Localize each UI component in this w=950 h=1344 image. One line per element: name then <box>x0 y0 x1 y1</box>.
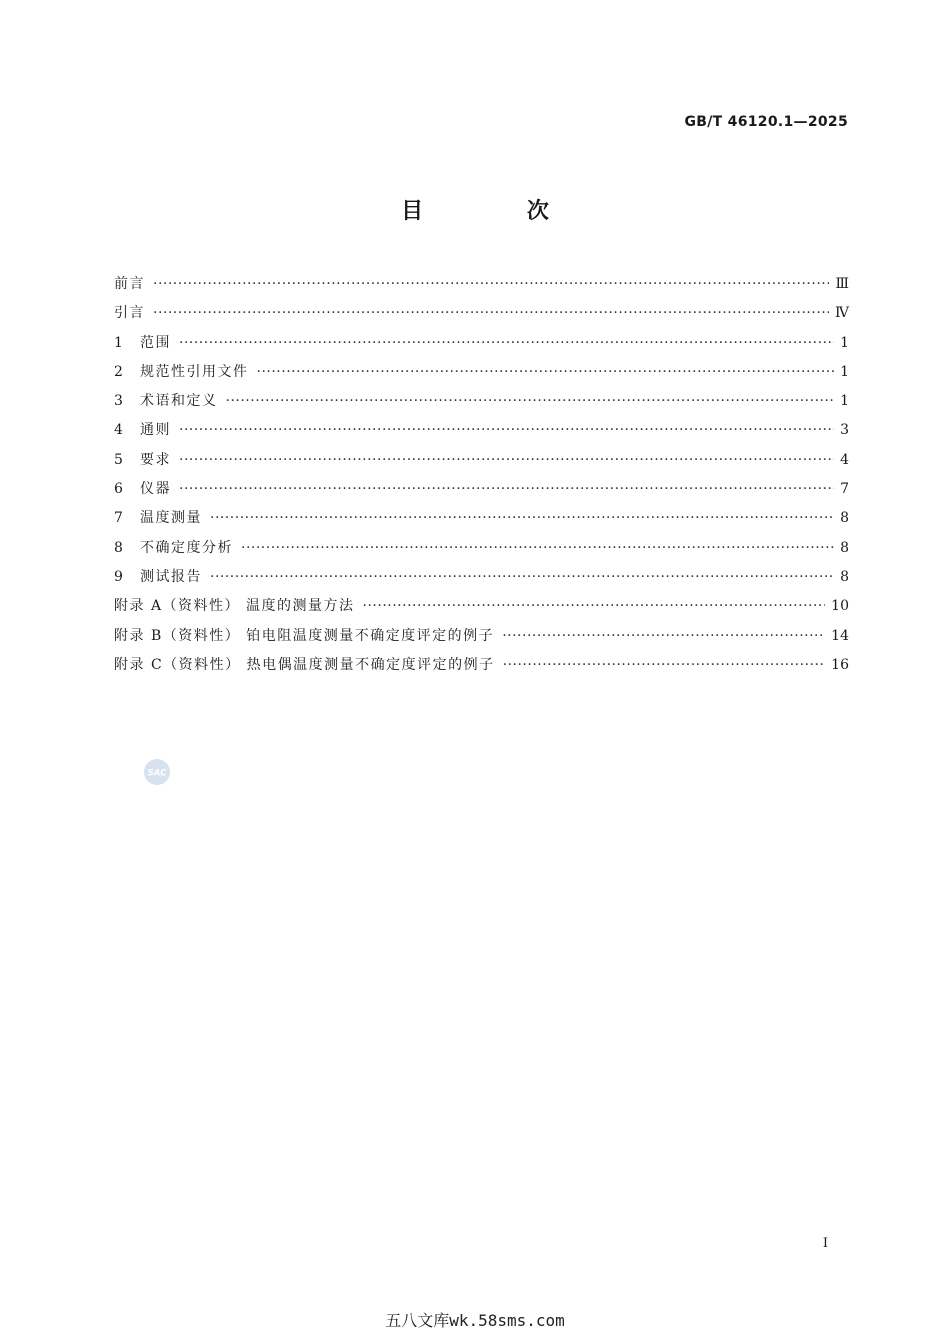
toc-entry-page: 8 <box>840 510 849 527</box>
toc-entry-page: 14 <box>831 627 849 644</box>
toc-entry-label: 术语和定义 <box>140 393 218 410</box>
toc-leader-dots <box>179 418 834 442</box>
toc-entry-page: 3 <box>840 422 849 439</box>
toc-entry-page: Ⅲ <box>835 276 849 292</box>
toc-entry-label: 范围 <box>140 334 171 351</box>
toc-entry-number: 7 <box>114 510 123 527</box>
toc-entry-page: 8 <box>840 539 849 556</box>
toc-entry-label: 引言 <box>114 305 145 322</box>
toc-entry-number: 2 <box>114 363 123 380</box>
toc-entry-page: 1 <box>840 363 849 380</box>
toc-entry-number: 5 <box>114 451 123 468</box>
table-of-contents <box>114 272 849 682</box>
toc-entry-foreword[interactable] <box>114 272 849 301</box>
toc-entry-label: 前言 <box>114 276 145 292</box>
toc-entry-label: 附录 A（资料性） 温度的测量方法 <box>114 598 355 615</box>
toc-entry-label: 附录 C（资料性） 热电偶温度测量不确定度评定的例子 <box>114 656 495 673</box>
toc-entry-number: 9 <box>114 568 123 585</box>
toc-entry-page: 7 <box>840 481 849 498</box>
toc-entry-annex-a[interactable] <box>114 594 849 623</box>
toc-entry-scope[interactable] <box>114 331 849 360</box>
toc-entry-page: 16 <box>831 656 849 673</box>
toc-entry-page: 1 <box>840 334 849 351</box>
toc-entry-introduction[interactable] <box>114 301 849 330</box>
toc-entry-label: 温度测量 <box>140 510 202 527</box>
toc-entry-label: 仪器 <box>140 481 171 498</box>
toc-entry-requirements[interactable] <box>114 448 849 477</box>
toc-entry-number: 4 <box>114 422 123 439</box>
toc-leader-dots <box>179 477 834 501</box>
toc-entry-label: 附录 B（资料性） 铂电阻温度测量不确定度评定的例子 <box>114 627 495 644</box>
toc-leader-dots <box>210 506 834 530</box>
toc-entry-instruments[interactable] <box>114 477 849 506</box>
standard-number: GB/T 46120.1—2025 <box>684 114 848 130</box>
toc-title: 目 次 <box>401 199 597 224</box>
toc-entry-label: 要求 <box>140 451 171 468</box>
toc-entry-number: 8 <box>114 539 123 556</box>
toc-entry-page: 1 <box>840 393 849 410</box>
toc-leader-dots <box>210 565 834 589</box>
toc-entry-test-report[interactable] <box>114 565 849 594</box>
toc-leader-dots <box>226 389 835 413</box>
toc-entry-page: Ⅳ <box>835 305 849 322</box>
toc-entry-uncertainty-analysis[interactable] <box>114 536 849 565</box>
page-folio: Ⅰ <box>822 1236 828 1251</box>
toc-leader-dots <box>363 594 826 618</box>
sac-logo-icon <box>144 759 170 785</box>
toc-leader-dots <box>502 624 825 648</box>
toc-entry-label: 规范性引用文件 <box>140 363 249 380</box>
toc-leader-dots <box>241 536 834 560</box>
toc-entry-page: 10 <box>831 598 849 615</box>
toc-leader-dots <box>153 272 829 296</box>
toc-leader-dots <box>503 653 826 677</box>
toc-leader-dots <box>153 301 829 325</box>
toc-entry-number: 3 <box>114 393 123 410</box>
toc-leader-dots <box>179 448 834 472</box>
toc-entry-label: 测试报告 <box>140 568 202 585</box>
toc-entry-label: 通则 <box>140 422 171 439</box>
toc-entry-annex-c[interactable] <box>114 653 849 682</box>
toc-entry-temperature-measurement[interactable] <box>114 506 849 535</box>
toc-entry-normative-references[interactable] <box>114 360 849 389</box>
watermark-text: 五八文库wk.58sms.com <box>385 1311 565 1330</box>
toc-entry-annex-b[interactable] <box>114 624 849 653</box>
toc-leader-dots <box>179 331 834 355</box>
toc-entry-general[interactable] <box>114 418 849 447</box>
toc-entry-label: 不确定度分析 <box>140 539 233 556</box>
toc-entry-number: 1 <box>114 334 123 351</box>
toc-entry-page: 8 <box>840 568 849 585</box>
toc-entry-terms-definitions[interactable] <box>114 389 849 418</box>
toc-leader-dots <box>257 360 835 384</box>
toc-entry-number: 6 <box>114 481 123 498</box>
sac-logo-text: SAC <box>147 768 167 778</box>
toc-entry-page: 4 <box>840 451 849 468</box>
